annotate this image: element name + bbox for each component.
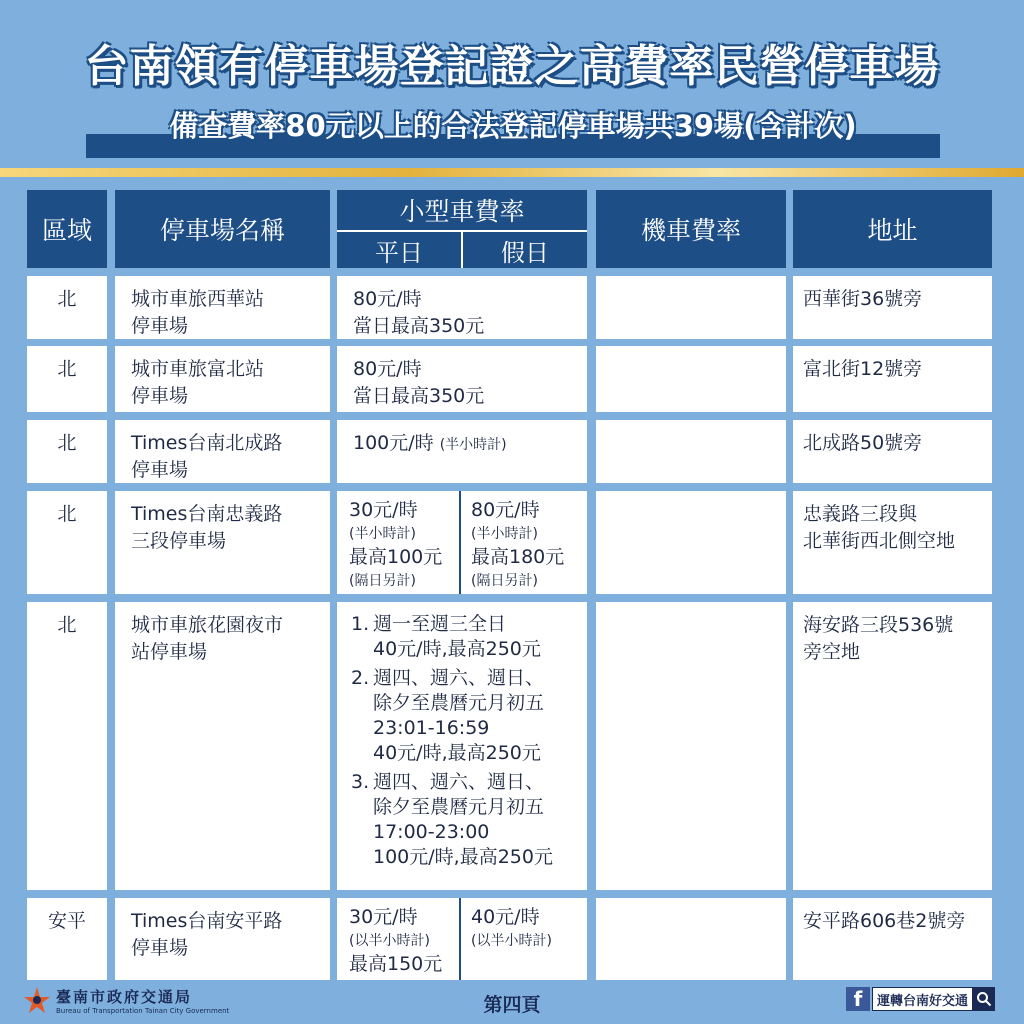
row-6-region: 安平 — [27, 898, 107, 980]
row-3-moto — [596, 420, 786, 483]
row-6-name-line1: Times台南安平路 — [131, 910, 283, 932]
row-6-hd-line2: (以半小時計) — [471, 933, 552, 949]
row-4-hd-line3: 最高180元 — [471, 546, 565, 568]
row-6-name-line2: 停車場 — [131, 937, 189, 959]
row-4-region: 北 — [27, 491, 107, 594]
row-4-moto — [596, 491, 786, 594]
row-6-address: 安平路606巷2號旁 — [793, 898, 992, 980]
row-2-rate — [337, 346, 587, 412]
row-2-rate-line1: 80元/時 — [353, 358, 422, 380]
row-6-wd-line2: (以半小時計) — [349, 933, 430, 949]
row-6-wd-line1: 30元/時 — [349, 906, 418, 928]
row-4-addr-line2: 北華街西北側空地 — [803, 530, 956, 552]
row-4-hd-line2: (半小時計) — [471, 526, 538, 542]
row-5-item-3-line2: 除夕至農曆元月初五 — [373, 796, 545, 818]
search-icon — [973, 987, 995, 1011]
row-4-wd-line3: 最高100元 — [349, 546, 443, 568]
row-4-name-line1: Times台南忠義路 — [131, 503, 283, 525]
row-4-holiday — [461, 491, 587, 594]
row-4-addr-line1: 忠義路三段與 — [803, 503, 918, 525]
row-4-name — [115, 491, 330, 594]
row-5-item-3-line1: 週四、週六、週日、 — [373, 771, 545, 793]
row-2-address: 富北街12號旁 — [793, 346, 992, 412]
row-5-rate — [337, 602, 587, 890]
row-5-item-3-num: 3. — [351, 771, 370, 793]
header-region: 區域 — [27, 190, 107, 268]
row-3-rate-main: 100元/時 — [353, 432, 434, 454]
row-1-name-line1: 城市車旅西華站 — [131, 288, 265, 310]
row-5-region: 北 — [27, 602, 107, 890]
row-2-moto — [596, 346, 786, 412]
row-2-region: 北 — [27, 346, 107, 412]
row-2-rate-line2: 當日最高350元 — [353, 385, 485, 407]
row-5-item-2-line2: 除夕至農曆元月初五 — [373, 692, 545, 714]
facebook-page-label: 運轉台南好交通 — [872, 987, 973, 1011]
header-holiday: 假日 — [463, 232, 587, 268]
row-1-address: 西華街36號旁 — [793, 276, 992, 339]
row-5-addr-line2: 旁空地 — [803, 641, 861, 663]
gold-divider — [0, 168, 1024, 177]
row-1-name-line2: 停車場 — [131, 315, 189, 337]
row-4-rate — [337, 491, 587, 594]
row-5-item-2-num: 2. — [351, 667, 370, 689]
row-5-moto — [596, 602, 786, 890]
header-moto-rate: 機車費率 — [596, 190, 786, 268]
row-4-hd-line4: (隔日另計) — [471, 573, 538, 589]
row-5-name-line2: 站停車場 — [131, 641, 208, 663]
org-name-en: Bureau of Transportation Tainan City Government — [56, 1006, 230, 1015]
row-5-item-2-line1: 週四、週六、週日、 — [373, 667, 545, 689]
row-4-wd-line4: (隔日另計) — [349, 573, 416, 589]
row-1-moto — [596, 276, 786, 339]
row-5-item-1 — [351, 612, 587, 662]
row-4-name-line2: 三段停車場 — [131, 530, 227, 552]
row-3-region: 北 — [27, 420, 107, 483]
row-4-hd-line1: 80元/時 — [471, 499, 540, 521]
row-4-wd-line1: 30元/時 — [349, 499, 418, 521]
row-5-item-2-line3: 23:01-16:59 — [373, 717, 490, 739]
row-6-wd-line3: 最高150元 — [349, 953, 443, 975]
row-6-rate — [337, 898, 587, 980]
row-6-holiday — [461, 898, 587, 980]
row-5-name — [115, 602, 330, 890]
row-5-item-2 — [351, 666, 587, 766]
row-1-name — [115, 276, 330, 339]
row-4-address — [793, 491, 992, 594]
row-6-name — [115, 898, 330, 980]
row-1-rate-line1: 80元/時 — [353, 288, 422, 310]
row-3-name — [115, 420, 330, 483]
row-3-name-line2: 停車場 — [131, 459, 189, 481]
row-5-item-1-line1: 週一至週三全日 — [373, 613, 507, 635]
header-name: 停車場名稱 — [115, 190, 330, 268]
row-2-name-line2: 停車場 — [131, 385, 189, 407]
facebook-search-badge[interactable] — [846, 986, 998, 1012]
row-6-moto — [596, 898, 786, 980]
row-5-item-1-line2: 40元/時,最高250元 — [373, 638, 541, 660]
org-name-zh: 臺南市政府交通局 — [56, 987, 193, 1006]
row-4-wd-line2: (半小時計) — [349, 526, 416, 542]
row-5-item-2-line4: 40元/時,最高250元 — [373, 742, 541, 764]
row-5-item-1-num: 1. — [351, 613, 370, 635]
facebook-icon: f — [846, 987, 870, 1011]
row-4-weekday — [337, 491, 461, 594]
row-5-address — [793, 602, 992, 890]
row-3-name-line1: Times台南北成路 — [131, 432, 283, 454]
row-2-name-line1: 城市車旅富北站 — [131, 358, 265, 380]
row-5-addr-line1: 海安路三段536號 — [803, 614, 954, 636]
row-1-region: 北 — [27, 276, 107, 339]
subtitle: 備查費率80元以上的合法登記停車場共39場(含計次) — [169, 109, 857, 143]
row-6-hd-line1: 40元/時 — [471, 906, 540, 928]
row-3-rate-note: (半小時計) — [439, 437, 507, 453]
row-5-item-3-line4: 100元/時,最高250元 — [373, 846, 553, 868]
subtitle-banner — [86, 104, 940, 158]
page-number: 第四頁 — [483, 994, 541, 1016]
row-2-name — [115, 346, 330, 412]
row-5-name-line1: 城市車旅花園夜市 — [131, 614, 284, 636]
row-6-weekday — [337, 898, 461, 980]
row-5-item-3-line3: 17:00-23:00 — [373, 821, 490, 843]
row-1-rate — [337, 276, 587, 339]
header-address: 地址 — [793, 190, 992, 268]
header-weekday: 平日 — [337, 232, 461, 268]
page-title: 台南領有停車場登記證之高費率民營停車場 — [84, 41, 940, 92]
row-5-item-3 — [351, 770, 587, 870]
row-3-address: 北成路50號旁 — [793, 420, 992, 483]
row-1-rate-line2: 當日最高350元 — [353, 315, 485, 337]
row-3-rate — [337, 420, 587, 483]
header-car-rate: 小型車費率 — [337, 190, 587, 230]
